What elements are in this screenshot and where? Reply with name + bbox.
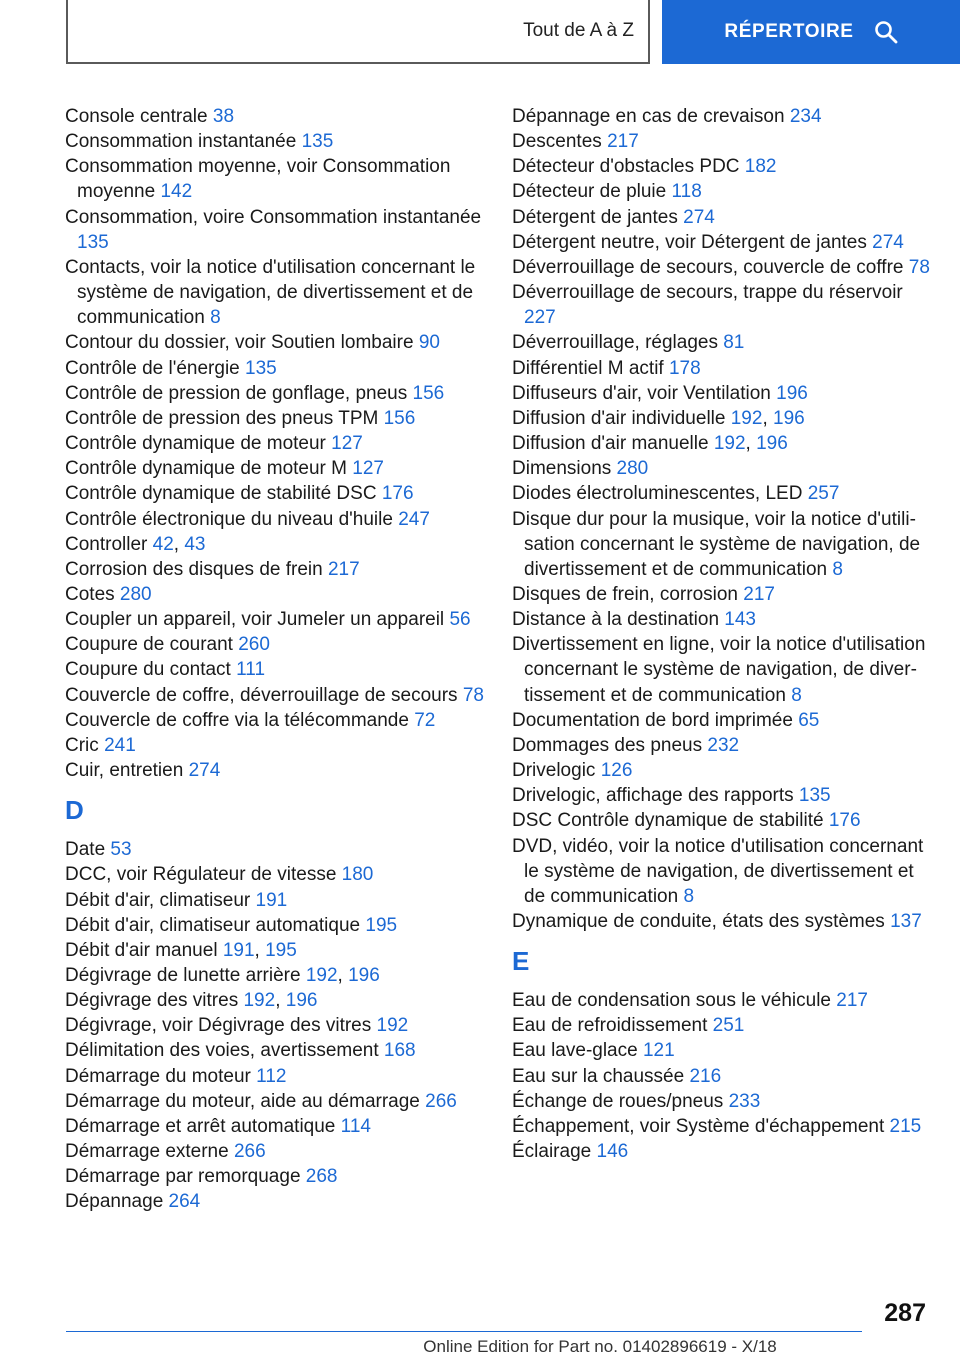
index-entry-term: Dégivrage des vitres [65,990,239,1012]
index-entry-term: Démarrage et arrêt automatique [65,1115,336,1137]
index-entry [512,1064,932,1089]
index-entry [65,205,485,255]
index-entry [512,632,932,707]
index-entry [65,431,485,456]
index-entry-term: DSC Contrôle dynamique de stabilité [512,810,824,832]
index-entry-term: Démarrage par remorquage [65,1166,301,1188]
index-entry-term: Dépannage [65,1191,164,1213]
index-entry [65,862,485,887]
index-entry-term: Démarrage du moteur [65,1065,251,1087]
index-entry [512,834,932,909]
page-reference-link[interactable]: 266 [425,1090,457,1112]
index-entry-term: Déverrouillage, réglages [512,332,718,354]
page-reference-link[interactable]: 280 [616,458,649,480]
index-entry [512,179,932,204]
index-entry [65,330,485,355]
index-entry [512,104,932,129]
index-entry [512,129,932,154]
index-entry [65,1038,485,1063]
index-entry [65,154,485,204]
index-entry-term: Cric [65,734,99,756]
index-entry [65,1013,485,1038]
page-reference-link[interactable]: 78 [908,256,930,278]
page-reference-link[interactable]: 233 [728,1090,761,1112]
page-reference-link[interactable]: 8 [791,684,802,706]
index-entry [65,913,485,938]
index-entry [65,582,485,607]
page-reference-link[interactable]: 56 [449,609,471,631]
index-entry-term: Diffuseurs d'air, voir Ventilation [512,382,771,404]
index-entry [65,481,485,506]
index-entry-term: Contrôle dynamique de moteur M [65,458,347,480]
page-reference-link[interactable]: 257 [807,483,840,505]
index-entry-term: Dépannage en cas de crevaison [512,106,785,127]
page-reference-link[interactable]: 234 [789,106,822,127]
page-reference-link[interactable]: 217 [836,990,868,1012]
index-entry-term: Diffusion d'air individuelle [512,407,726,429]
index-section-letter: D [65,795,84,826]
index-entry [65,1139,485,1164]
index-entry-term: Divertissement en ligne, voir la notice d'utilisation concernant le système de navigation, de divertissement et de communication [512,634,926,706]
index-entry [512,330,932,355]
index-entry-term: Contacts, voir la notice d'utilisation concernant le système de navigation, de divertissement et de communication [65,256,476,329]
index-entry-term: Drivelogic [512,760,596,782]
index-entry-term: DVD, vidéo, voir la notice d'utilisation concernant le système de navigation, de divertissement et de communication [512,835,924,907]
page-reference-link[interactable]: 274 [872,231,904,253]
index-entry [65,557,485,582]
index-entry-term: Disque dur pour la musique, voir la notice d'utilisation concernant le système de navigation, de divertissement et de communication [512,508,921,580]
page-reference-link[interactable]: 196 [285,990,318,1012]
page-reference-link[interactable]: 8 [210,307,221,329]
index-entry [65,837,485,862]
page-reference-link[interactable]: 135 [245,357,277,379]
index-entry-term: Couvercle de coffre via la télécommande [65,709,409,731]
index-entry: Débit d'air manuel 191, 195 [65,939,297,961]
index-entry-term: Diffusion d'air manuelle [512,433,709,455]
page-reference-link[interactable]: 72 [414,709,436,731]
tab-a-to-z-label: Tout de A à Z [523,20,634,41]
page-reference-link[interactable]: 192 [713,433,746,455]
page-reference-link[interactable]: 135 [798,785,831,807]
index-entry-term: Détecteur de pluie [512,181,667,203]
page-reference-link[interactable]: 135 [77,231,109,253]
index-entry-term: Débit d'air, climatiseur [65,889,251,911]
index-entry-term: Eau sur la chaussée [512,1065,685,1087]
page-reference-link[interactable]: 217 [327,558,360,580]
page-reference-link[interactable]: 127 [352,458,384,480]
index-entry-term: Coupure de courant [65,634,233,656]
index-entry [65,356,485,381]
index-entry-term: Différentiel M actif [512,357,664,379]
page-reference-link[interactable]: 8 [832,558,843,580]
index-entry-term: Drivelogic, affichage des rapports [512,785,794,807]
page-reference-link[interactable]: 78 [462,684,484,706]
page-reference-link[interactable]: 53 [110,839,132,861]
page-reference-link[interactable]: 195 [365,914,398,936]
index-entry: Controller 42, 43 [65,533,206,555]
tab-a-to-z[interactable] [66,0,650,64]
index-entry: Dégivrage de lunette arrière 192, 196 [65,965,380,986]
index-entry-term: Consommation instantanée [65,131,297,153]
index-entry-term: Dommages des pneus [512,734,703,756]
page-reference-link[interactable]: 266 [233,1141,266,1163]
index-entry [512,1038,932,1063]
index-entry-term: Dégivrage, voir Dégivrage des vitres [65,1015,372,1037]
page-reference-link[interactable]: 191 [222,939,255,961]
index-entry-term: Eau lave-glace [512,1040,638,1062]
index-entry-term: Contrôle dynamique de stabilité DSC [65,483,377,505]
index-column-left [65,104,485,1215]
page-reference-link[interactable]: 8 [683,885,695,907]
index-entry [65,683,485,708]
index-entry-term: Distance à la destination [512,609,720,631]
index-entry-term: Eau de refroidissement [512,1015,708,1037]
page-reference-link[interactable]: 65 [798,709,820,731]
page-reference-link[interactable]: 195 [265,939,297,961]
index-entry [65,129,485,154]
page-reference-link[interactable]: 192 [305,965,338,986]
page-reference-link[interactable]: 215 [889,1115,922,1137]
index-entry [65,657,485,682]
index-entry-term: Disques de frein, corrosion [512,583,738,605]
index-entry-term: Documentation de bord imprimée [512,709,793,731]
page-number: 287 [884,1299,926,1327]
index-entry [65,381,485,406]
index-entry-term: Démarrage du moteur, aide au démarrage [65,1090,420,1112]
index-entry [512,456,932,481]
index-entry-term: Descentes [512,131,602,153]
index-entry-term: Contrôle de pression des pneus TPM [65,407,379,429]
index-entry [65,708,485,733]
index-entry-term: Controller [65,533,148,555]
index-entry [512,1089,932,1114]
index-entry [65,1089,485,1114]
search-icon [874,20,898,44]
index-entry [512,280,932,330]
page-reference-link[interactable]: 274 [683,206,715,228]
index-entry-term: Dimensions [512,458,612,480]
page-reference-link[interactable]: 118 [671,181,702,203]
page-reference-link[interactable]: 176 [828,810,861,832]
page-reference-link[interactable]: 196 [756,433,788,455]
footer-edition-text: Online Edition for Part no. 01402896619 - X/18 [423,1337,777,1356]
index-entry-term: Délimitation des voies, avertissement [65,1040,379,1062]
index-column-right [512,104,932,1164]
index-entry [512,230,932,255]
index-entry-term: Dynamique de conduite, états des systèmes [512,911,885,932]
index-entry-term: Éclairage [512,1141,592,1163]
page-reference-link[interactable]: 182 [744,156,777,178]
index-entry-term: Échappement, voir Système d'échappement [512,1115,885,1137]
index-entry-term: Détergent de jantes [512,206,678,228]
index-entry [512,733,932,758]
index-entry [512,255,932,280]
page-reference-link[interactable]: 196 [776,382,808,404]
page-reference-link[interactable]: 90 [418,332,440,354]
page-reference-link[interactable]: 135 [301,131,334,153]
index-entry [512,988,932,1013]
index-entry: Dégivrage des vitres 192, 196 [65,990,318,1012]
page-reference-link[interactable]: 42 [152,533,174,555]
index-entry-term: Eau de condensation sous le véhicule [512,990,832,1012]
index-entry-term: Coupure du contact [65,659,231,681]
page-reference-link[interactable]: 280 [119,583,152,605]
page-reference-link[interactable]: 251 [712,1015,745,1037]
index-entry [65,406,485,431]
index-entry [512,708,932,733]
page-reference-link[interactable]: 143 [724,609,756,631]
page-reference-link[interactable]: 146 [596,1141,629,1163]
index-entry-term: Contrôle électronique du niveau d'huile [65,508,393,530]
page-reference-link[interactable]: 192 [376,1015,409,1037]
page-reference-link[interactable]: 38 [212,106,235,127]
footer-divider [66,1331,862,1332]
index-entry [65,1064,485,1089]
index-entry [512,909,932,934]
index-entry-term: Consommation moyenne, voir Consommation moyenne [65,156,451,203]
index-entry-term: Démarrage externe [65,1141,229,1163]
page-reference-link[interactable]: 241 [104,734,136,756]
index-entry [65,1189,485,1214]
index-entry-term: Déverrouillage de secours, couvercle de coffre [512,256,904,278]
page-reference-link[interactable]: 111 [236,659,266,681]
index-entry-term: DCC, voir Régulateur de vitesse [65,864,337,886]
index-entry [512,582,932,607]
page-reference-link[interactable]: 247 [398,508,430,530]
index-entry-term: Coupler un appareil, voir Jumeler un appareil [65,609,445,631]
index-entry-term: Débit d'air manuel [65,939,218,961]
index-entry [65,888,485,913]
index-entry [512,154,932,179]
index-entry [512,758,932,783]
index-entry-term: Contrôle de l'énergie [65,357,240,379]
index-entry [512,783,932,808]
page-reference-link[interactable]: 217 [607,131,639,153]
index-entry-term: Échange de roues/pneus [512,1090,724,1112]
page-reference-link[interactable]: 227 [524,307,556,329]
index-entry [512,481,932,506]
page-reference-link[interactable]: 168 [383,1040,416,1062]
page-reference-link[interactable]: 192 [243,990,276,1012]
page-reference-link[interactable]: 216 [689,1065,722,1087]
index-entry-term: Corrosion des disques de frein [65,558,323,580]
page-reference-link[interactable]: 180 [341,864,374,886]
index-entry [65,733,485,758]
page-reference-link[interactable]: 114 [340,1115,371,1137]
page-reference-link[interactable]: 192 [730,407,763,429]
index-entry [512,381,932,406]
index-entry-term: Contrôle dynamique de moteur [65,433,326,455]
index-entry-term: Débit d'air, climatiseur automatique [65,914,361,936]
page-reference-link[interactable]: 126 [600,760,633,782]
page-reference-link[interactable]: 112 [256,1065,287,1087]
index-entry [65,255,485,330]
index-entry [512,205,932,230]
tab-directory-label: RÉPERTOIRE [724,21,854,42]
index-entry-term: Détergent neutre, voir Détergent de jantes [512,231,867,253]
index-entry [512,607,932,632]
page-reference-link[interactable]: 43 [184,533,206,555]
index-entry-term: Console centrale [65,106,208,127]
index-entry-term: Cotes [65,583,115,605]
page-reference-link[interactable]: 121 [642,1040,675,1062]
page-reference-link[interactable]: 176 [381,483,414,505]
index-entry [512,356,932,381]
index-entry [512,1139,932,1164]
page-reference-link[interactable]: 137 [890,911,922,932]
index-entry-term: Déverrouillage de secours, trappe du réservoir [512,282,903,304]
index-entry: Diffusion d'air individuelle 192, 196 [512,407,805,429]
page-reference-link[interactable]: 178 [668,357,701,379]
index-entry [65,456,485,481]
index-entry-term: Couvercle de coffre, déverrouillage de secours [65,684,458,706]
index-entry-term: Date [65,839,106,861]
index-entry [512,1013,932,1038]
index-entry [512,808,932,833]
index-entry [65,1164,485,1189]
index-entry [512,1114,932,1139]
page-reference-link[interactable]: 217 [743,583,775,605]
page-reference-link[interactable]: 191 [255,889,288,911]
index-entry-term: Dégivrage de lunette arrière [65,965,301,986]
index-entry [512,507,932,582]
index-entry [65,1114,485,1139]
index-entry [65,507,485,532]
index-entry [65,758,485,783]
page-reference-link[interactable]: 81 [723,332,745,354]
index-entry-term: Consommation, voire Consommation instantanée [65,206,482,228]
page-reference-link[interactable]: 156 [383,407,416,429]
page-reference-link[interactable]: 274 [188,760,221,782]
page-reference-link[interactable]: 196 [773,407,805,429]
page-reference-link[interactable]: 142 [160,181,193,203]
page-reference-link[interactable]: 156 [412,382,445,404]
index-entry [65,104,485,129]
tab-directory[interactable] [662,0,960,64]
page-reference-link[interactable]: 196 [348,965,380,986]
page-reference-link[interactable]: 264 [168,1191,201,1213]
index-entry-term: Contrôle de pression de gonflage, pneus [65,382,408,404]
index-entry-term: Contour du dossier, voir Soutien lombaire [65,332,414,354]
index-entry-term: Cuir, entretien [65,760,184,782]
index-entry: Diffusion d'air manuelle 192, 196 [512,433,788,455]
index-entry-term: Diodes électroluminescentes, LED [512,483,803,505]
index-section-letter: E [512,946,530,977]
page-reference-link[interactable]: 260 [238,634,270,656]
index-entry [65,632,485,657]
index-entry [65,607,485,632]
page-reference-link[interactable]: 127 [331,433,363,455]
page-reference-link[interactable]: 232 [707,734,740,756]
page-reference-link[interactable]: 268 [305,1166,338,1188]
index-entry-term: Détecteur d'obstacles PDC [512,156,740,178]
